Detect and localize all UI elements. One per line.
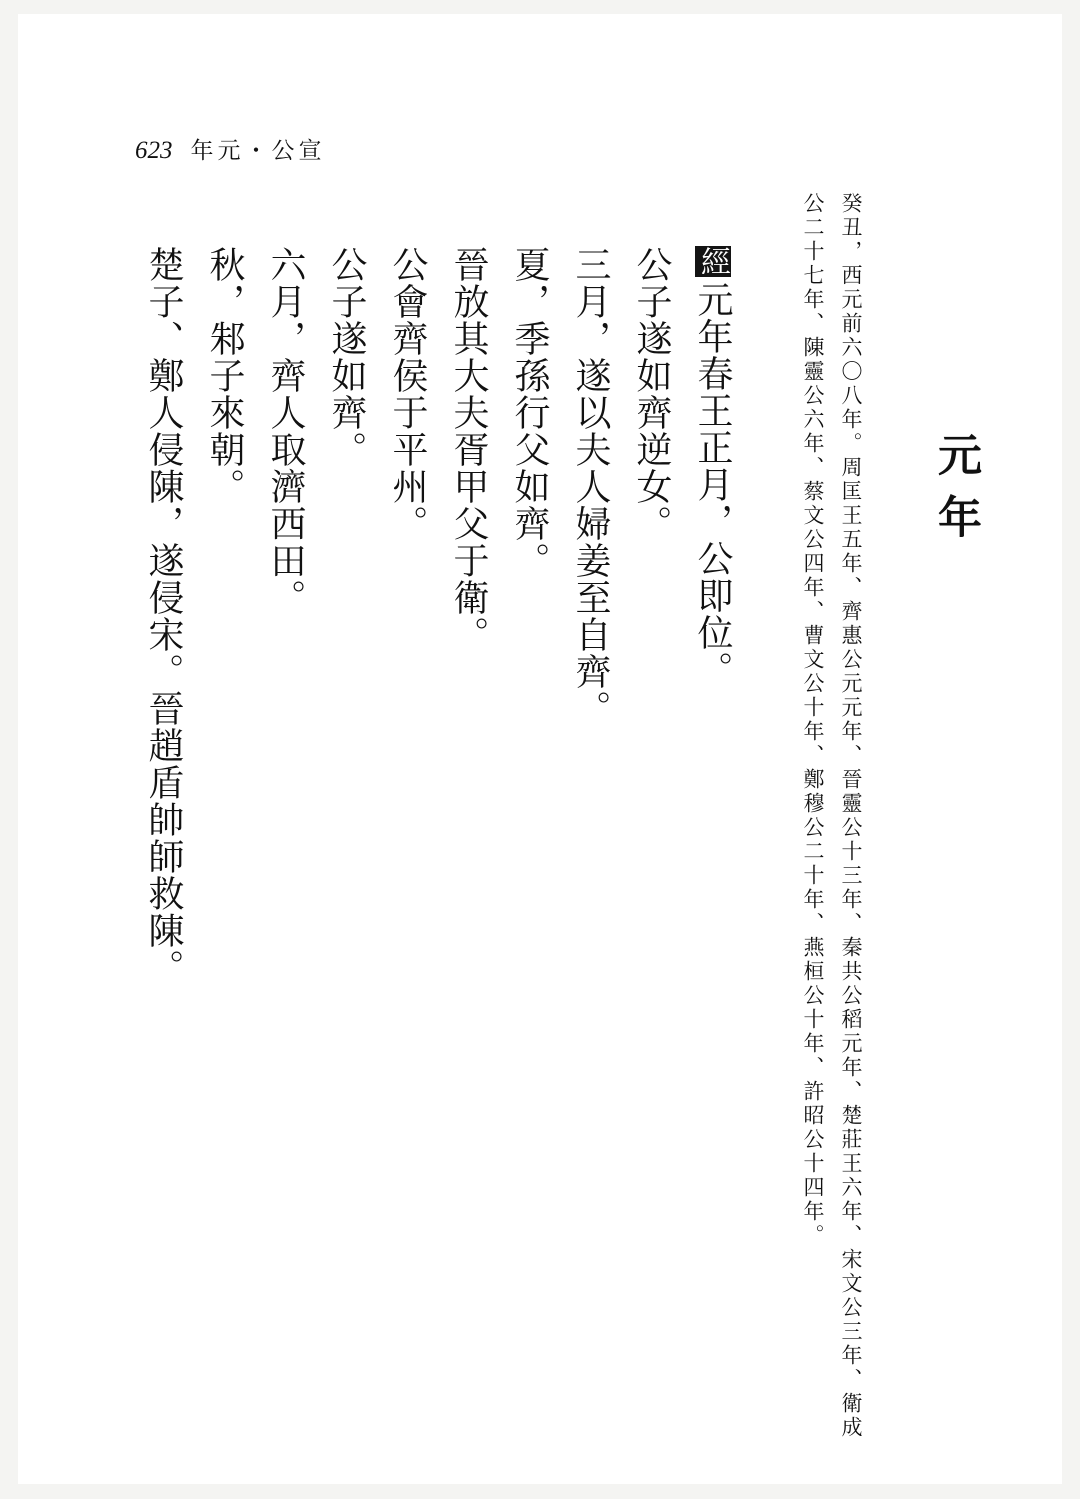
jing-mark: 經 xyxy=(695,246,730,277)
page-number: 623 xyxy=(135,137,173,164)
chapter-title: 元年 xyxy=(930,432,981,556)
text-line-7: 公子遂如齊。 xyxy=(326,246,367,468)
running-title: 年元・公宣 xyxy=(190,138,326,164)
intro-line-1: 癸丑，西元前六〇八年。周匡王五年、齊惠公元元年、晉靈公十三年、秦共公稻元年、楚莊王六年、宋文公三年、衛成 xyxy=(839,192,863,1440)
text-line-5: 晉放其大夫胥甲父于衛。 xyxy=(448,246,489,653)
intro-line-2: 公二十七年、陳靈公六年、蔡文公四年、曹文公十年、鄭穆公二十年、燕桓公十年、許昭公十四年。 xyxy=(801,192,825,1248)
text-line-1 xyxy=(692,246,732,688)
text-line-3: 三月，遂以夫人婦姜至自齊。 xyxy=(570,246,611,727)
text-line-8: 六月，齊人取濟西田。 xyxy=(265,246,306,616)
text-line-2: 公子遂如齊逆女。 xyxy=(631,246,672,542)
text-line-10: 楚子、鄭人侵陳，遂侵宋。晉趙盾帥師救陳。 xyxy=(143,246,184,986)
text-line-4: 夏，季孫行父如齊。 xyxy=(509,246,550,579)
book-page xyxy=(18,14,1062,1484)
line-text: 元年春王正月，公即位。 xyxy=(692,281,733,688)
text-line-6: 公會齊侯于平州。 xyxy=(387,246,428,542)
text-line-9: 秋，邾子來朝。 xyxy=(204,246,245,505)
page-header xyxy=(135,132,326,165)
